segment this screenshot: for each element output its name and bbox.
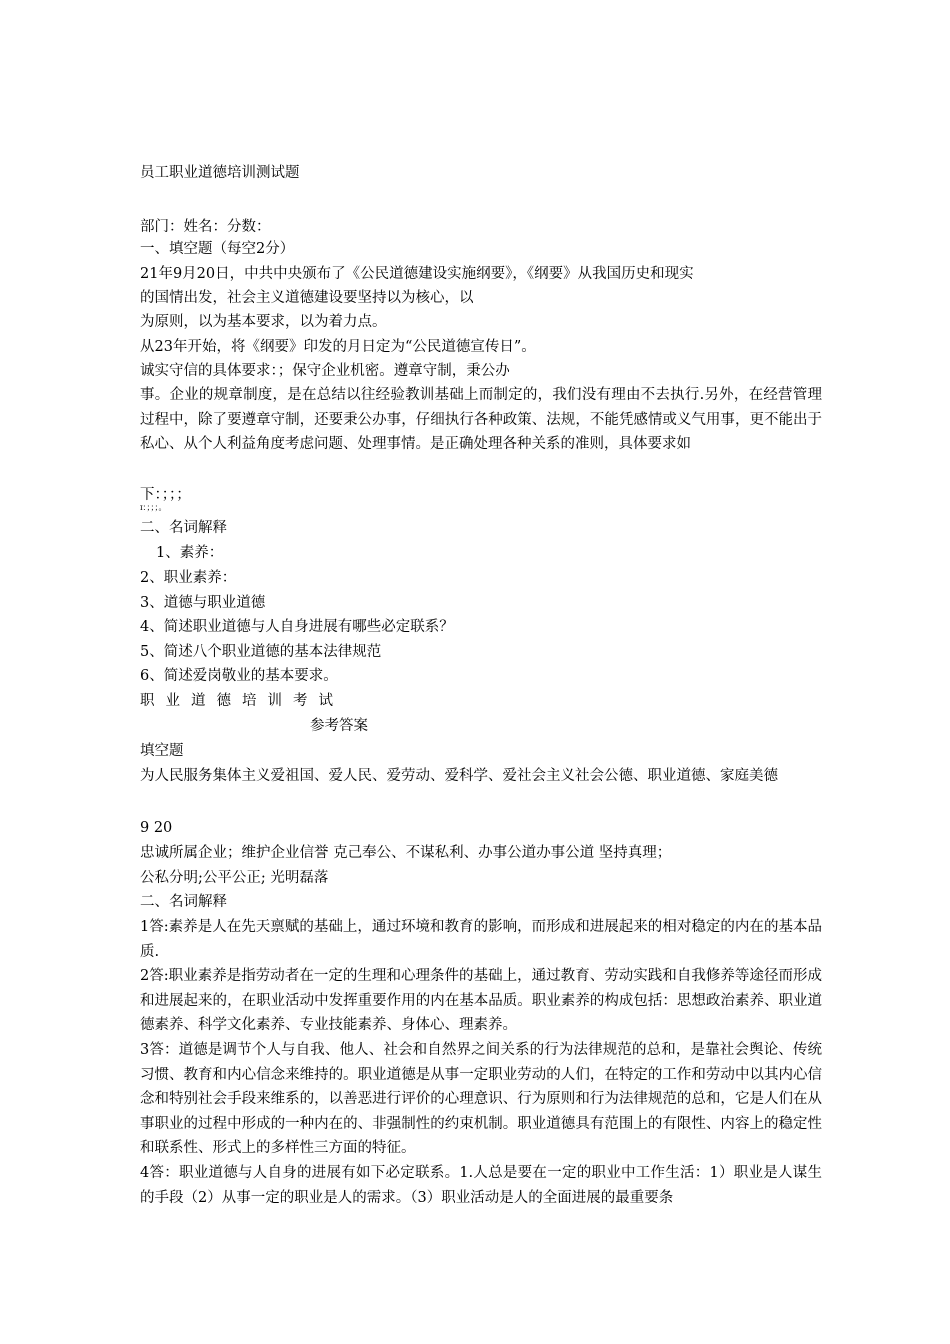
answer-fill-2: 9 20 xyxy=(140,820,173,836)
term-item: 3、道德与职业道德 xyxy=(140,595,266,611)
section2-heading: 二、名词解释 xyxy=(140,520,227,536)
exam-title: 职业道德培训考试 xyxy=(140,693,344,709)
question-1-line-1: 21年9月20日，中共中央颁布了《公民道德建设实施纲要》，《纲要》从我国历史和现实 xyxy=(140,266,694,282)
answer-1: 1答:素养是人在先天禀赋的基础上，通过环境和教育的影响，而形成和进展起来的相对稳定的内在的基本品质. xyxy=(140,919,822,960)
answer-fill-heading: 填空题 xyxy=(140,743,184,759)
term-item: 4、简述职业道德与人自身进展有哪些必定联系？ xyxy=(140,619,454,635)
answer-2: 2答:职业素养是指劳动者在一定的生理和心理条件的基础上，通过教育、劳动实践和自我修养等途径而形成和进展起来的，在职业活动中发挥重要作用的内在基本品质。职业素养的构成包括：思想政治素养、职业道德素养、科学文化素养、专业技能素养、身体心、理素养。 xyxy=(140,968,822,1033)
section1-heading: 一、填空题（每空2分） xyxy=(140,241,295,257)
answer-fill-3: 忠诚所属企业；维护企业信誉 克己奉公、不谋私利、办事公道办事公道 坚持真理； xyxy=(140,845,672,861)
answer-section2-heading: 二、名词解释 xyxy=(140,894,227,910)
term-item: 5、简述八个职业道德的基本法律规范 xyxy=(140,644,382,660)
question-1-line-3: 为原则，以为基本要求，以为着力点。 xyxy=(140,314,387,330)
question-2: 从23年开始，将《纲要》印发的月日定为“公民道德宣传日”。 xyxy=(140,339,536,355)
document-title: 员工职业道德培训测试题 xyxy=(140,165,300,181)
question-3-tail: 下：；；； xyxy=(140,487,191,503)
term-item: 2、职业素养： xyxy=(140,570,237,586)
term-item: 6、简述爱岗敬业的基本要求。 xyxy=(140,668,338,684)
question-3-paragraph: 事。企业的规章制度，是在总结以往经验教训基础上而制定的，我们没有理由不去执行.另外，在经营管理过程中，除了要遵章守制，还要秉公办事，仔细执行各种政策、法规，不能凭感情或义气用事，更不能出于私心、从个人利益角度考虑问题、处理事情。是正确处理各种关系的准则，具体要求如 xyxy=(140,387,822,452)
question-3: 诚实守信的具体要求：；保守企业机密。遵章守制，秉公办 xyxy=(140,363,510,379)
header-fields: 部门：姓名：分数： xyxy=(140,219,271,235)
answer-fill-1: 为人民服务集体主义爱祖国、爱人民、爱劳动、爱科学、爱社会主义社会公德、职业道德、家庭美德 xyxy=(140,768,778,784)
term-item: 1、素养： xyxy=(156,545,224,561)
answer-3: 3答：道德是调节个人与自我、他人、社会和自然界之间关系的行为法律规范的总和，是靠社会舆论、传统习惯、教育和内心信念来维持的。职业道德是从事一定职业劳动的人们，在特定的工作和劳动中以其内心信念和特别社会手段来维系的，以善恶进行评价的心理意识、行为原则和行为法律规范的总和，它是人们在从事职业的过程中形成的一种内在的、非强制性的约束机制。职业道德具有范围上的有限性、内容上的稳定性和联系性、形式上的多样性三方面的特征。 xyxy=(140,1042,822,1156)
answer-fill-4: 公私分明;公平公正; 光明磊落 xyxy=(140,870,329,886)
tiny-line: ɪ：；；；。 xyxy=(140,503,167,512)
answer-4: 4答：职业道德与人自身的进展有如下必定联系。1.人总是要在一定的职业中工作生活：1）职业是人谋生的手段（2）从事一定的职业是人的需求。（3）职业活动是人的全面进展的最重要条 xyxy=(140,1165,822,1206)
answer-title: 参考答案 xyxy=(310,718,368,734)
question-1-line-2: 的国情出发，社会主义道德建设要坚持以为核心，以 xyxy=(140,290,474,306)
